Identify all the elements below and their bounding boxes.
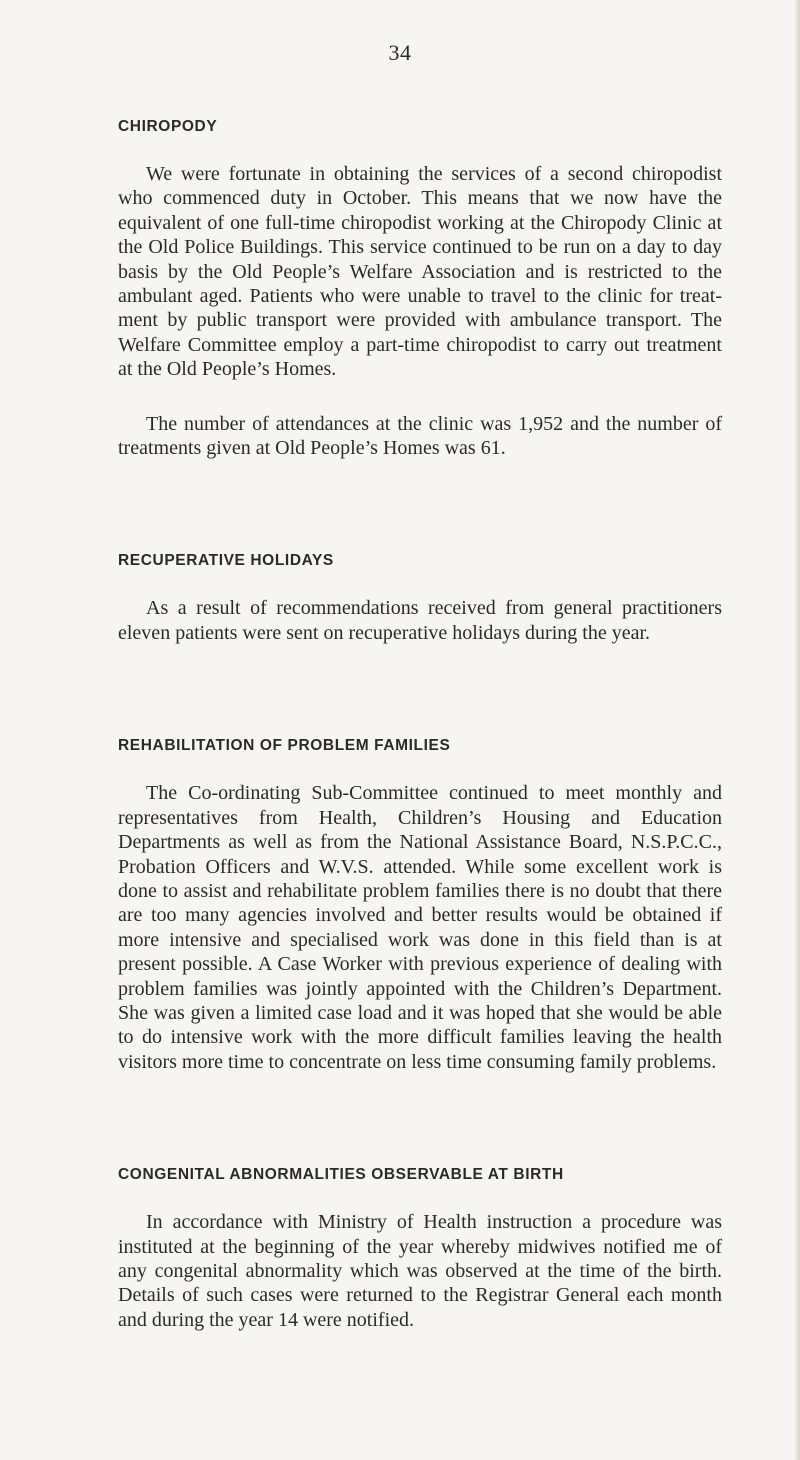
section-heading-rehabilitation: REHABILITATION OF PROBLEM FAMILIES (118, 737, 451, 755)
page-edge-shadow (794, 0, 800, 1460)
paragraph-congenital-abnormalities: In accordance with Ministry of Health instruction a procedure was instituted at the beginning of the year whereby midwives notified me of any congenital abnormality which was observed at the time of the birth. Details of such cases were returned to the Registrar General each month and during the year 14 were notified. (118, 1211, 722, 1331)
section-recuperative-holidays (118, 552, 722, 645)
section-rehabilitation (118, 737, 722, 1074)
page-body (118, 118, 722, 1332)
paragraph-rehabilitation: The Co-ordinating Sub-Committee continued to meet monthly and representatives from Health, Children’s Housing and Education Departments as well as from the National Assistance Board, N.S.P.C.C., Probation Officers and W.V.S. attended. While some excellent work is done to assist and rehabilitate problem families there is no doubt that there are too many agencies involved and better results would be obtained if more intensive and specialised work was done in this field than is at present possible. A Case Worker with previous experience of dealing with problem families was jointly appointed with the Children’s Department. She was given a limited case load and it was hoped that she would be able to do intensive work with the more difficult families leaving the health visitors more time to concentrate on less time consuming family problems. (118, 782, 722, 1073)
paragraph-chiropody-2: The number of attendances at the clinic was 1,952 and the number of treatments given at Old People’s Homes was 61. (118, 412, 722, 460)
paragraph-recuperative-holidays: As a result of recommendations received from general practitioners eleven patients were sent on recuperative holidays during the year. (118, 597, 722, 644)
page-number: 34 (388, 40, 412, 65)
paragraph-chiropody-1: We were fortunate in obtaining the services of a second chiropodist who commenced duty in October. This means that we now have the equivalent of one full-time chiropodist working at the Chiropody Clinic at the Old Police Buildings. This service continued to be run on a day to day basis by the Old People’s Welfare Association and is restricted to the ambulant aged. Patients who were unable to travel to the clinic for treatment by public transport were provided with ambulance transport. The Welfare Committee employ a part-time chiropodist to carry out treatment at the Old People’s Homes. (118, 163, 722, 381)
section-heading-congenital-abnormalities: CONGENITAL ABNORMALITIES OBSERVABLE AT BIRTH (118, 1166, 564, 1184)
section-heading-recuperative-holidays: RECUPERATIVE HOLIDAYS (118, 552, 334, 570)
section-congenital-abnormalities (118, 1166, 722, 1332)
section-heading-chiropody: CHIROPODY (118, 118, 218, 135)
section-chiropody (118, 118, 722, 460)
